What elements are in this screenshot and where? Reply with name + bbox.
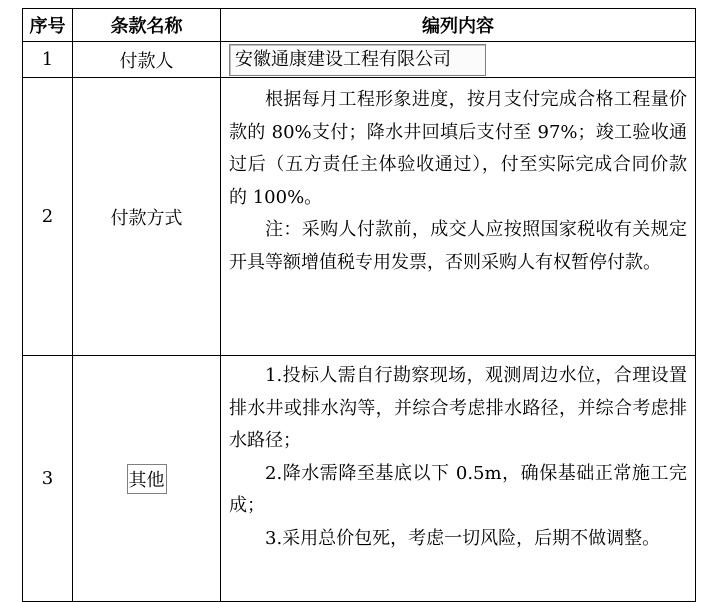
clause-name: [73, 356, 221, 602]
clause-content: [221, 42, 696, 78]
clause-content: [221, 78, 696, 356]
clause-name: 付款人: [73, 42, 221, 78]
row-number: 3: [23, 356, 73, 602]
header-content: 编列内容: [221, 9, 696, 42]
payer-field[interactable]: 安徽通康建设工程有限公司: [229, 44, 486, 76]
header-name: 条款名称: [73, 9, 221, 42]
table-row: [23, 42, 696, 78]
header-no: 序号: [23, 9, 73, 42]
other-item-2: 2.降水需降至基底以下 0.5m，确保基础正常施工完成；: [229, 462, 687, 516]
clause-name: 付款方式: [73, 78, 221, 356]
other-item-3: 3.采用总价包死，考虑一切风险，后期不做调整。: [265, 527, 661, 549]
row-number: 2: [23, 78, 73, 356]
payment-paragraph: 根据每月工程形象进度，按月支付完成合格工程量价款的 80%支付；降水井回填后支付至 97%；竣工验收通过后（五方责任主体验收通过），付至实际完成合同价款的 100%。: [229, 89, 687, 208]
table-row: [23, 356, 696, 602]
other-item-1: 1.投标人需自行勘察现场，观测周边水位，合理设置排水井或排水沟等，并综合考虑排水路径，并综合考虑排水路径；: [229, 365, 687, 451]
row-number: 1: [23, 42, 73, 78]
clause-content: [221, 356, 696, 602]
header-row: [23, 9, 696, 42]
table-row: [23, 78, 696, 356]
terms-table: [22, 8, 696, 602]
other-field[interactable]: 其他: [127, 464, 167, 494]
payment-note: 注：采购人付款前，成交人应按照国家税收有关规定开具等额增值税专用发票，否则采购人有权暂停付款。: [229, 219, 687, 273]
